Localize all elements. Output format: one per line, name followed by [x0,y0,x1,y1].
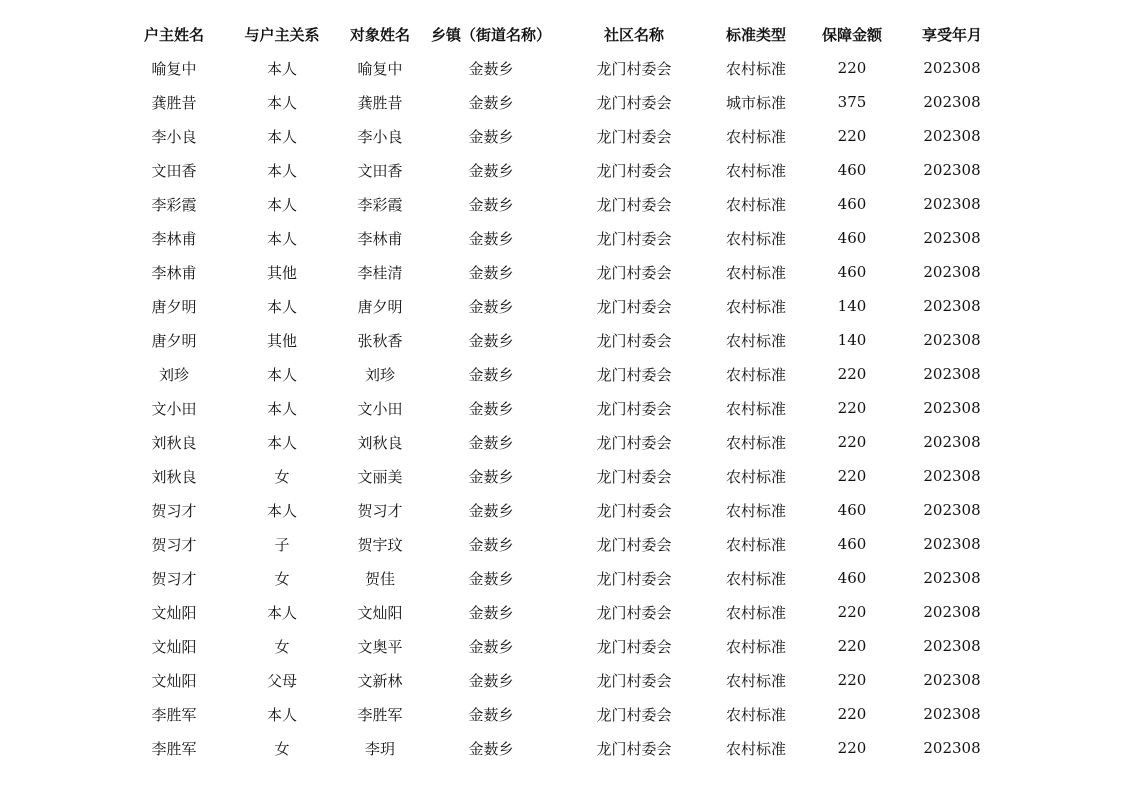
table-row [120,459,1002,493]
community-cell: 龙门村委会 [596,603,672,622]
standard-type-cell: 农村标准 [725,229,786,248]
householder-name-cell: 刘秋良 [151,433,197,452]
table-row [120,527,1002,561]
standard-type-cell: 农村标准 [725,671,786,690]
amount-cell: 220 [837,739,867,757]
amount-cell: 220 [837,671,867,689]
standard-type-cell: 农村标准 [725,127,786,146]
header-township: 乡镇（街道名称） [430,25,551,44]
recipient-name-cell: 刘珍 [364,365,395,384]
township-cell: 金薮乡 [468,705,514,724]
standard-type-cell: 农村标准 [725,535,786,554]
month-cell: 202308 [923,535,981,553]
township-cell: 金薮乡 [468,467,514,486]
amount-cell: 220 [837,467,867,485]
amount-cell: 140 [837,297,867,315]
recipient-name-cell: 刘秋良 [357,433,403,452]
amount-cell: 220 [837,59,867,77]
relationship-cell: 其他 [266,331,297,350]
month-cell: 202308 [923,433,981,451]
community-cell: 龙门村委会 [596,263,672,282]
month-cell: 202308 [923,59,981,77]
month-cell: 202308 [923,263,981,281]
recipient-name-cell: 李彩霞 [357,195,403,214]
standard-type-cell: 农村标准 [725,603,786,622]
recipient-name-cell: 文新林 [357,671,403,690]
header-relationship: 与户主关系 [244,25,320,44]
township-cell: 金薮乡 [468,263,514,282]
standard-type-cell: 农村标准 [725,467,786,486]
recipient-name-cell: 李玥 [364,739,395,758]
amount-cell: 460 [837,569,867,587]
standard-type-cell: 农村标准 [725,297,786,316]
township-cell: 金薮乡 [468,433,514,452]
beneficiary-table [120,17,1002,765]
table-row [120,663,1002,697]
community-cell: 龙门村委会 [596,399,672,418]
householder-name-cell: 贺习才 [151,569,197,588]
community-cell: 龙门村委会 [596,467,672,486]
township-cell: 金薮乡 [468,127,514,146]
community-cell: 龙门村委会 [596,331,672,350]
table-row [120,357,1002,391]
table-row [120,221,1002,255]
householder-name-cell: 文灿阳 [151,603,197,622]
community-cell: 龙门村委会 [596,433,672,452]
householder-name-cell: 李林甫 [151,229,197,248]
householder-name-cell: 龚胜昔 [151,93,197,112]
table-row [120,561,1002,595]
table-row [120,731,1002,765]
recipient-name-cell: 唐夕明 [357,297,403,316]
amount-cell: 460 [837,161,867,179]
month-cell: 202308 [923,297,981,315]
relationship-cell: 本人 [266,705,297,724]
community-cell: 龙门村委会 [596,671,672,690]
township-cell: 金薮乡 [468,229,514,248]
table-row [120,595,1002,629]
month-cell: 202308 [923,399,981,417]
householder-name-cell: 贺习才 [151,501,197,520]
month-cell: 202308 [923,195,981,213]
township-cell: 金薮乡 [468,331,514,350]
amount-cell: 460 [837,195,867,213]
table-row [120,255,1002,289]
township-cell: 金薮乡 [468,59,514,78]
householder-name-cell: 文田香 [151,161,197,180]
householder-name-cell: 贺习才 [151,535,197,554]
header-row [120,17,1002,51]
amount-cell: 460 [837,229,867,247]
table-row [120,85,1002,119]
month-cell: 202308 [923,127,981,145]
relationship-cell: 本人 [266,195,297,214]
month-cell: 202308 [923,739,981,757]
recipient-name-cell: 李小良 [357,127,403,146]
relationship-cell: 父母 [266,671,297,690]
relationship-cell: 本人 [266,603,297,622]
recipient-name-cell: 李胜军 [357,705,403,724]
township-cell: 金薮乡 [468,93,514,112]
month-cell: 202308 [923,229,981,247]
standard-type-cell: 农村标准 [725,331,786,350]
relationship-cell: 本人 [266,501,297,520]
table-row [120,119,1002,153]
township-cell: 金薮乡 [468,297,514,316]
relationship-cell: 子 [274,535,290,554]
township-cell: 金薮乡 [468,637,514,656]
month-cell: 202308 [923,93,981,111]
relationship-cell: 本人 [266,433,297,452]
standard-type-cell: 农村标准 [725,263,786,282]
relationship-cell: 其他 [266,263,297,282]
recipient-name-cell: 喻复中 [357,59,403,78]
standard-type-cell: 农村标准 [725,195,786,214]
recipient-name-cell: 文田香 [357,161,403,180]
recipient-name-cell: 贺佳 [364,569,395,588]
householder-name-cell: 刘秋良 [151,467,197,486]
amount-cell: 460 [837,535,867,553]
table-row [120,187,1002,221]
recipient-name-cell: 文奥平 [357,637,403,656]
table-row [120,391,1002,425]
standard-type-cell: 城市标准 [725,93,786,112]
table-header [120,17,1002,51]
relationship-cell: 本人 [266,365,297,384]
community-cell: 龙门村委会 [596,93,672,112]
community-cell: 龙门村委会 [596,637,672,656]
month-cell: 202308 [923,501,981,519]
community-cell: 龙门村委会 [596,297,672,316]
table-row [120,493,1002,527]
householder-name-cell: 唐夕明 [151,297,197,316]
recipient-name-cell: 文丽美 [357,467,403,486]
month-cell: 202308 [923,671,981,689]
relationship-cell: 女 [274,467,290,486]
community-cell: 龙门村委会 [596,535,672,554]
table-body [120,51,1002,765]
township-cell: 金薮乡 [468,739,514,758]
community-cell: 龙门村委会 [596,501,672,520]
householder-name-cell: 喻复中 [151,59,197,78]
month-cell: 202308 [923,569,981,587]
recipient-name-cell: 李桂清 [357,263,403,282]
standard-type-cell: 农村标准 [725,365,786,384]
householder-name-cell: 文灿阳 [151,637,197,656]
amount-cell: 220 [837,127,867,145]
township-cell: 金薮乡 [468,501,514,520]
table-row [120,289,1002,323]
standard-type-cell: 农村标准 [725,433,786,452]
township-cell: 金薮乡 [468,603,514,622]
standard-type-cell: 农村标准 [725,569,786,588]
recipient-name-cell: 贺宇玟 [357,535,403,554]
standard-type-cell: 农村标准 [725,59,786,78]
table-row [120,323,1002,357]
community-cell: 龙门村委会 [596,127,672,146]
householder-name-cell: 文灿阳 [151,671,197,690]
amount-cell: 220 [837,399,867,417]
amount-cell: 220 [837,365,867,383]
relationship-cell: 女 [274,637,290,656]
relationship-cell: 本人 [266,161,297,180]
header-amount: 保障金额 [821,25,882,44]
recipient-name-cell: 文灿阳 [357,603,403,622]
table-row [120,697,1002,731]
relationship-cell: 本人 [266,93,297,112]
recipient-name-cell: 贺习才 [357,501,403,520]
community-cell: 龙门村委会 [596,705,672,724]
relationship-cell: 本人 [266,59,297,78]
community-cell: 龙门村委会 [596,59,672,78]
header-community: 社区名称 [603,25,664,44]
relationship-cell: 本人 [266,399,297,418]
relationship-cell: 本人 [266,127,297,146]
table-row [120,629,1002,663]
recipient-name-cell: 文小田 [357,399,403,418]
householder-name-cell: 刘珍 [158,365,189,384]
community-cell: 龙门村委会 [596,365,672,384]
householder-name-cell: 李林甫 [151,263,197,282]
householder-name-cell: 唐夕明 [151,331,197,350]
standard-type-cell: 农村标准 [725,399,786,418]
township-cell: 金薮乡 [468,535,514,554]
recipient-name-cell: 李林甫 [357,229,403,248]
month-cell: 202308 [923,603,981,621]
amount-cell: 140 [837,331,867,349]
standard-type-cell: 农村标准 [725,501,786,520]
township-cell: 金薮乡 [468,365,514,384]
month-cell: 202308 [923,365,981,383]
table-row [120,153,1002,187]
community-cell: 龙门村委会 [596,569,672,588]
township-cell: 金薮乡 [468,671,514,690]
month-cell: 202308 [923,705,981,723]
community-cell: 龙门村委会 [596,161,672,180]
table-row [120,51,1002,85]
month-cell: 202308 [923,331,981,349]
relationship-cell: 本人 [266,229,297,248]
header-month: 享受年月 [921,25,982,44]
householder-name-cell: 李胜军 [151,705,197,724]
householder-name-cell: 李小良 [151,127,197,146]
table-row [120,425,1002,459]
amount-cell: 220 [837,433,867,451]
amount-cell: 220 [837,705,867,723]
standard-type-cell: 农村标准 [725,637,786,656]
month-cell: 202308 [923,161,981,179]
standard-type-cell: 农村标准 [725,705,786,724]
amount-cell: 375 [837,93,867,111]
amount-cell: 460 [837,263,867,281]
recipient-name-cell: 张秋香 [357,331,403,350]
standard-type-cell: 农村标准 [725,739,786,758]
recipient-name-cell: 龚胜昔 [357,93,403,112]
header-householder-name: 户主姓名 [143,25,204,44]
amount-cell: 460 [837,501,867,519]
relationship-cell: 本人 [266,297,297,316]
township-cell: 金薮乡 [468,569,514,588]
standard-type-cell: 农村标准 [725,161,786,180]
month-cell: 202308 [923,637,981,655]
relationship-cell: 女 [274,569,290,588]
community-cell: 龙门村委会 [596,229,672,248]
householder-name-cell: 文小田 [151,399,197,418]
header-standard-type: 标准类型 [725,25,786,44]
month-cell: 202308 [923,467,981,485]
relationship-cell: 女 [274,739,290,758]
amount-cell: 220 [837,603,867,621]
community-cell: 龙门村委会 [596,195,672,214]
householder-name-cell: 李胜军 [151,739,197,758]
community-cell: 龙门村委会 [596,739,672,758]
householder-name-cell: 李彩霞 [151,195,197,214]
township-cell: 金薮乡 [468,399,514,418]
header-recipient-name: 对象姓名 [349,25,410,44]
township-cell: 金薮乡 [468,161,514,180]
amount-cell: 220 [837,637,867,655]
township-cell: 金薮乡 [468,195,514,214]
